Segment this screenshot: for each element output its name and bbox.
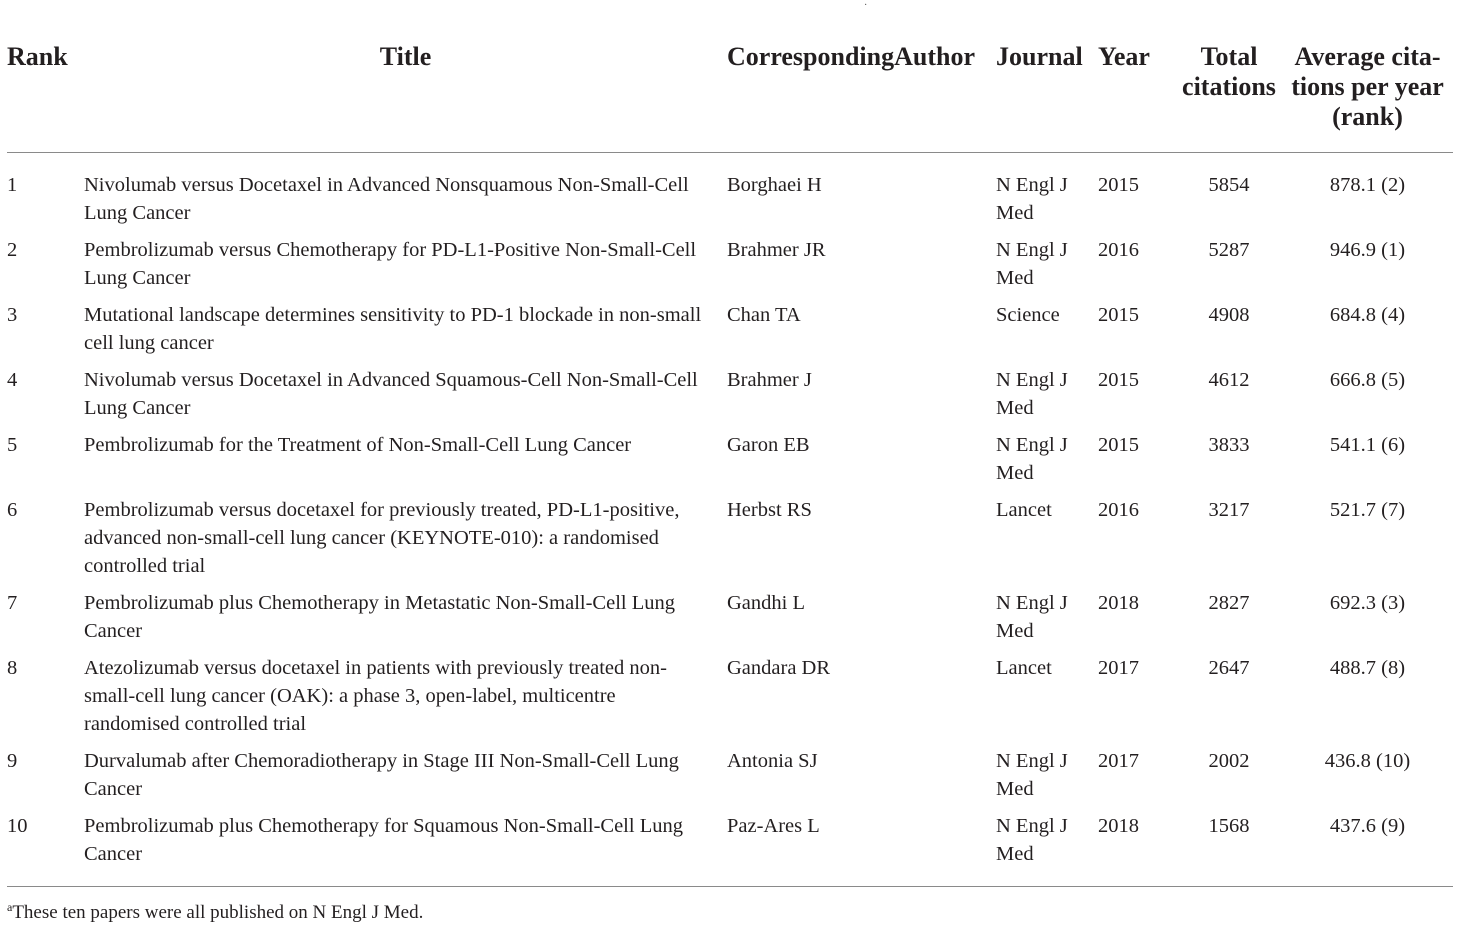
- table-row: [7, 236, 1453, 301]
- cell-corresponding-author: Brahmer JR: [727, 239, 826, 261]
- header-avg-line3: (rank): [1332, 102, 1403, 131]
- header-avg-line1: Average cita-: [1294, 42, 1441, 71]
- cell-year: 2016: [1098, 239, 1139, 261]
- table-row: [7, 747, 1453, 812]
- footnote-marker: a: [7, 900, 13, 914]
- cell-average-citations: 521.7 (7): [1329, 499, 1406, 521]
- cell-title: Pembrolizumab versus docetaxel for previously treated, PD-L1-positive, advanced non-small-cell lung cancer (KEYNOTE-010): a randomised controlled trial: [84, 499, 680, 577]
- cell-average-citations: 436.8 (10): [1324, 750, 1411, 772]
- cell-average-citations: 666.8 (5): [1329, 369, 1406, 391]
- cell-total-citations: 2647: [1208, 657, 1250, 679]
- cell-total-citations: 2002: [1208, 750, 1250, 772]
- cell-journal: Lancet: [996, 499, 1052, 521]
- table-body: [7, 153, 1453, 887]
- cell-total-citations: 5287: [1208, 239, 1250, 261]
- cell-journal: N Engl J Med: [996, 239, 1068, 289]
- cell-year: 2018: [1098, 812, 1176, 887]
- cell-year: 2017: [1098, 750, 1139, 772]
- cell-journal: N Engl J Med: [996, 812, 1098, 887]
- cell-corresponding-author: Borghaei H: [727, 174, 822, 196]
- cell-average-citations: 692.3 (3): [1329, 592, 1406, 614]
- cell-rank: 8: [7, 657, 18, 679]
- cell-corresponding-author: Paz-Ares L: [727, 812, 996, 887]
- cell-year: 2015: [1098, 174, 1139, 196]
- cell-journal: Lancet: [996, 657, 1052, 679]
- header-total-citations: [1176, 40, 1282, 153]
- cell-title: Nivolumab versus Docetaxel in Advanced Nonsquamous Non-Small-Cell Lung Cancer: [84, 174, 689, 224]
- cell-title: Pembrolizumab versus Chemotherapy for PD-L1-Positive Non-Small-Cell Lung Cancer: [84, 239, 697, 289]
- cell-average-citations: 878.1 (2): [1329, 174, 1406, 196]
- header-journal: Journal: [996, 40, 1098, 153]
- header-total-line1: Total: [1200, 42, 1258, 71]
- cell-rank: 9: [7, 750, 18, 772]
- cell-title: Mutational landscape determines sensitivity to PD-1 blockade in non-small cell lung cancer: [84, 304, 702, 354]
- table-row: [7, 366, 1453, 431]
- cell-rank: 10: [7, 812, 84, 887]
- footnote: [7, 900, 423, 926]
- table-row: [7, 496, 1453, 589]
- cell-rank: 5: [7, 434, 18, 456]
- cell-average-citations: 946.9 (1): [1329, 239, 1406, 261]
- cell-title: Durvalumab after Chemoradiotherapy in Stage III Non-Small-Cell Lung Cancer: [84, 750, 679, 800]
- top-mark: ·: [864, 0, 868, 11]
- header-year: Year: [1098, 40, 1176, 153]
- cell-journal: N Engl J Med: [996, 434, 1068, 484]
- header-rank: Rank: [7, 40, 84, 153]
- cell-rank: 3: [7, 304, 18, 326]
- cell-total-citations: 5854: [1208, 174, 1250, 196]
- cell-corresponding-author: Gandhi L: [727, 592, 805, 614]
- cell-total-citations: 3217: [1208, 499, 1250, 521]
- footnote-text: These ten papers were all published on N Engl J Med.: [12, 902, 424, 923]
- cell-corresponding-author: Herbst RS: [727, 499, 812, 521]
- cell-title: Pembrolizumab for the Treatment of Non-Small-Cell Lung Cancer: [84, 434, 632, 456]
- cell-title: Pembrolizumab plus Chemotherapy in Metastatic Non-Small-Cell Lung Cancer: [84, 592, 675, 642]
- cell-title: Pembrolizumab plus Chemotherapy for Squamous Non-Small-Cell Lung Cancer: [84, 812, 727, 887]
- header-corresponding-author: CorrespondingAuthor: [727, 40, 996, 153]
- cell-average-citations: 488.7 (8): [1329, 657, 1406, 679]
- cell-year: 2015: [1098, 434, 1139, 456]
- cell-year: 2016: [1098, 499, 1139, 521]
- table-row: [7, 589, 1453, 654]
- cell-corresponding-author: Brahmer J: [727, 369, 812, 391]
- cell-rank: 2: [7, 239, 18, 261]
- cell-average-citations: 684.8 (4): [1329, 304, 1406, 326]
- cell-rank: 6: [7, 499, 18, 521]
- cell-total-citations: 2827: [1208, 592, 1250, 614]
- cell-rank: 1: [7, 174, 18, 196]
- cell-rank: 7: [7, 592, 18, 614]
- table-header-row: [7, 40, 1453, 153]
- table-row: [7, 301, 1453, 366]
- cell-title: Nivolumab versus Docetaxel in Advanced Squamous-Cell Non-Small-Cell Lung Cancer: [84, 369, 698, 419]
- cell-total-citations: 3833: [1208, 434, 1250, 456]
- cell-journal: N Engl J Med: [996, 369, 1068, 419]
- cell-average-citations: 437.6 (9): [1282, 812, 1453, 887]
- table-row: [7, 153, 1453, 237]
- table-row: [7, 431, 1453, 496]
- table-row: [7, 654, 1453, 747]
- cell-corresponding-author: Chan TA: [727, 304, 801, 326]
- cell-title: Atezolizumab versus docetaxel in patients with previously treated non-small-cell lung cancer (OAK): a phase 3, open-label, multicentre randomised controlled trial: [84, 657, 667, 735]
- cell-journal: Science: [996, 304, 1060, 326]
- cell-average-citations: 541.1 (6): [1329, 434, 1406, 456]
- cell-total-citations: 4908: [1208, 304, 1250, 326]
- header-total-line2: citations: [1182, 72, 1276, 101]
- cell-year: 2017: [1098, 657, 1139, 679]
- cell-journal: N Engl J Med: [996, 174, 1068, 224]
- cell-year: 2018: [1098, 592, 1139, 614]
- cell-journal: N Engl J Med: [996, 592, 1068, 642]
- cell-total-citations: 4612: [1208, 369, 1250, 391]
- cell-year: 2015: [1098, 304, 1139, 326]
- cell-corresponding-author: Gandara DR: [727, 657, 831, 679]
- cell-corresponding-author: Antonia SJ: [727, 750, 818, 772]
- table-row: [7, 812, 1453, 887]
- header-avg-line2: tions per year: [1291, 72, 1444, 101]
- cell-rank: 4: [7, 369, 18, 391]
- cell-journal: N Engl J Med: [996, 750, 1068, 800]
- cell-total-citations: 1568: [1176, 812, 1282, 887]
- cell-year: 2015: [1098, 369, 1139, 391]
- header-title: Title: [84, 40, 727, 153]
- header-average-citations: [1282, 40, 1453, 153]
- citations-table: [7, 40, 1453, 887]
- cell-corresponding-author: Garon EB: [727, 434, 810, 456]
